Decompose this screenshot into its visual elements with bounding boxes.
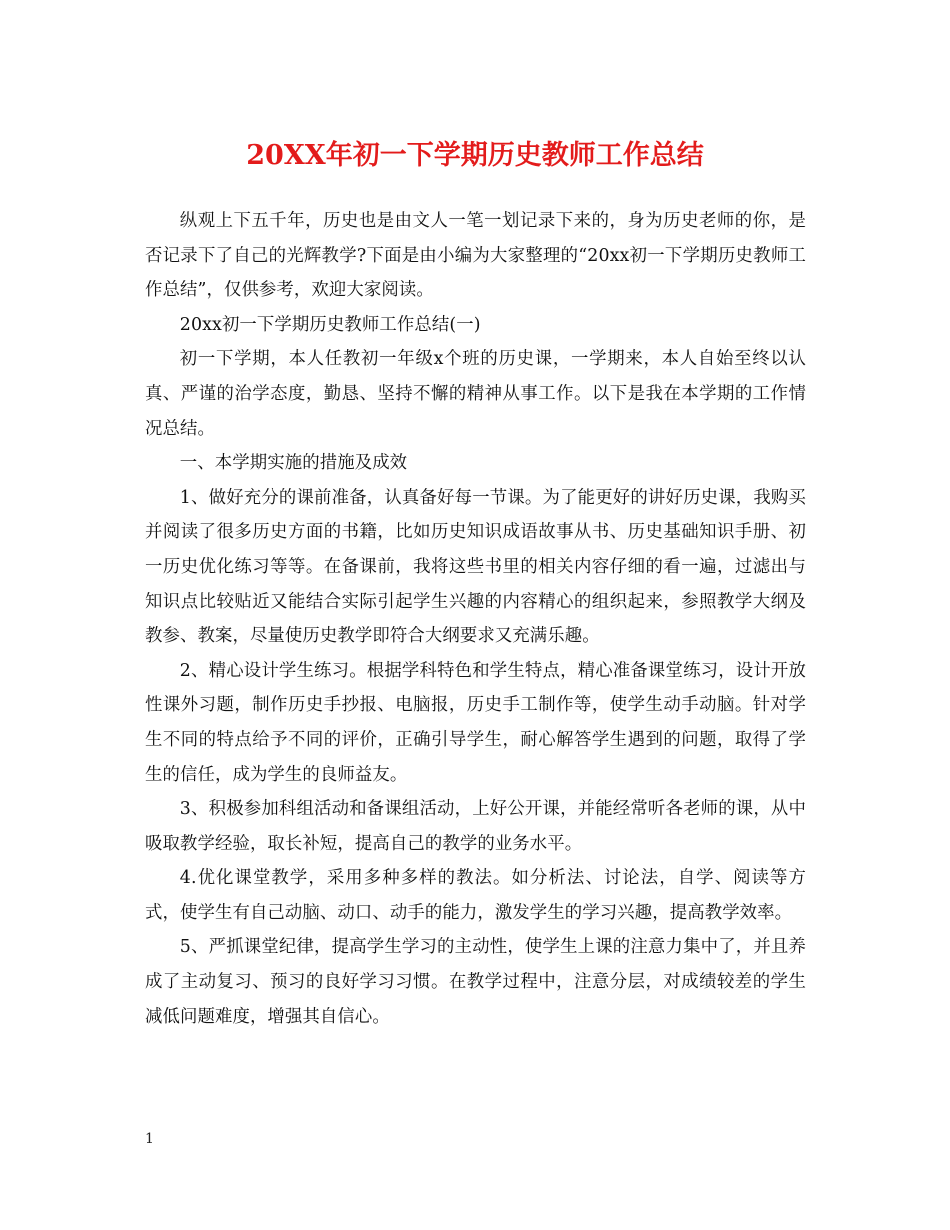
- point-3-paragraph: 3、积极参加科组活动和备课组活动，上好公开课，并能经常听各老师的课，从中吸取教学经验，取长补短，提高自己的教学的业务水平。: [145, 799, 806, 854]
- document-body: [145, 204, 806, 1034]
- intro-paragraph: 纵观上下五千年，历史也是由文人一笔一划记录下来的，身为历史老师的你，是否记录下了自己的光辉教学?下面是由小编为大家整理的“20xx初一下学期历史教师工作总结”，仅供参考，欢迎大家阅读。: [145, 211, 806, 301]
- point-1-paragraph: 1、做好充分的课前准备，认真备好每一节课。为了能更好的讲好历史课，我购买并阅读了很多历史方面的书籍，比如历史知识成语故事从书、历史基础知识手册、初一历史优化练习等等。在备课前，我将这些书里的相关内容仔细的看一遍，过滤出与知识点比较贴近又能结合实际引起学生兴趣的内容精心的组织起来，参照教学大纲及教参、教案，尽量使历史教学即符合大纲要求又充满乐趣。: [145, 487, 806, 647]
- section-subtitle: 20xx初一下学期历史教师工作总结(一): [179, 314, 481, 335]
- page-number: 1: [145, 1131, 154, 1147]
- section-heading-measures: 一、本学期实施的措施及成效: [179, 453, 408, 474]
- overview-paragraph: 初一下学期，本人任教初一年级x个班的历史课，一学期来，本人自始至终以认真、严谨的治学态度，勤恳、坚持不懈的精神从事工作。以下是我在本学期的工作情况总结。: [145, 349, 806, 439]
- page-title: 20XX年初一下学期历史教师工作总结: [246, 140, 704, 171]
- point-2-paragraph: 2、精心设计学生练习。根据学科特色和学生特点，精心准备课堂练习，设计开放性课外习题，制作历史手抄报、电脑报，历史手工制作等，使学生动手动脑。针对学生不同的特点给予不同的评价，正确引导学生，耐心解答学生遇到的问题，取得了学生的信任，成为学生的良师益友。: [145, 660, 806, 785]
- point-4-paragraph: 4.优化课堂教学，采用多种多样的教法。如分析法、讨论法，自学、阅读等方式，使学生有自己动脑、动口、动手的能力，激发学生的学习兴趣，提高教学效率。: [145, 868, 806, 923]
- point-5-paragraph: 5、严抓课堂纪律，提高学生学习的主动性，使学生上课的注意力集中了，并且养成了主动复习、预习的良好学习习惯。在教学过程中，注意分层，对成绩较差的学生减低问题难度，增强其自信心。: [145, 937, 806, 1027]
